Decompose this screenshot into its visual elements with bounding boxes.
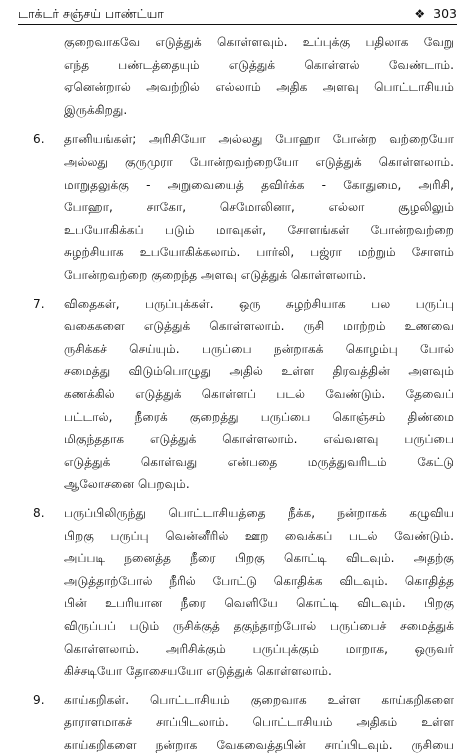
list-item-number: 9.: [33, 692, 45, 707]
list-item-number: 6.: [33, 132, 45, 147]
paragraph-line: குறைவாகவே எடுத்துக் கொள்ளவும். உப்புக்கு பதிலாக வேறு: [64, 35, 454, 49]
paragraph-line: எந்த பண்டத்தையும் எடுத்துக் கொள்ளல் வேண்டாம்.: [64, 57, 454, 72]
list-item-line: சுழற்சியாக உபயோகிக்கலாம். பார்லி, பஜ்ரா மற்றும் சோளம்: [64, 245, 454, 260]
list-item-line: விதைகள், பருப்புக்கள். ஒரு சுழற்சியாக பல பருப்பு: [64, 296, 454, 311]
list-item-line: எடுத்துக் கொள்வது என்பதை மருத்துவரிடம் கேட்டு: [64, 454, 454, 469]
list-item-line: தாராளமாகச் சாப்பிடலாம். பொட்டாசியம் அதிகம் உள்ள: [64, 715, 454, 730]
list-item-line: அப்படி நனைத்த நீரை பிறகு கொட்டி விடவும். அதற்கு: [64, 551, 454, 566]
list-item-line: போன்றவற்றை குறைந்த அளவு எடுத்துக் கொள்ளலாம்.: [64, 268, 367, 282]
list-item-number: 7.: [33, 296, 45, 311]
list-item-line: அல்லது குருமுரா போன்றவற்றையோ எடுத்துக் கொள்ளலாம்.: [64, 155, 454, 169]
ornament-icon: ❖: [414, 7, 426, 21]
list-item-line: காய்கறிகளை நன்றாக வேகவைத்தபின் சாப்பிடவும். ருசியை: [64, 738, 454, 752]
paragraph-line: இருக்கிறது.: [64, 102, 128, 117]
list-item-line: மாறுதலுக்கு - அறுவையைத் தவிர்க்க - கோதுமை, அரிசி,: [64, 177, 454, 192]
list-item-number: 8.: [33, 506, 45, 520]
list-item-line: போஹா, சாகோ, செமோலினா, எல்லா சூழலிலும்: [64, 200, 454, 215]
list-item-line: கிச்சடியோ தோசையயோ எடுத்துக் கொள்ளலாம்.: [64, 664, 332, 679]
list-item-line: தானியங்கள்; அரிசியோ அல்லது போஹா போன்ற வற்றையோ: [64, 132, 454, 147]
page-number-group: [414, 4, 457, 24]
list-item-line: பின் உபரியான நீரை வெளியே கொட்டி விடவும். பிறகு: [64, 596, 454, 611]
page-number: 303: [433, 6, 457, 21]
list-item-line: பட்டால், நீரைக் குறைத்து பருப்பை கொஞ்சம் திண்மை: [64, 409, 454, 424]
book-title: டாக்டர் சஞ்சய் பாண்ட்யா: [18, 6, 164, 21]
list-item-line: கணக்கில் எடுத்துக் கொள்ளப் படல் வேண்டும். தேவைப்: [64, 387, 454, 401]
list-item-line: விருப்பப் படும் ருசிக்குத் தகுந்தாற்போல் பருப்பைச் சமைத்துக்: [64, 619, 454, 633]
list-item-line: கொள்ளலாம். அரிசிக்கும் பருப்புக்கும் மாறாக, ஒருவர்: [64, 641, 454, 656]
list-item-line: ஆலோசனை பெறவும்.: [64, 477, 190, 492]
list-item-line: பிறகு பருப்பு வென்னீரில் ஊற வைக்கப் படல் வேண்டும்.: [64, 528, 454, 543]
list-item-line: உபயோகிக்கப் படும் மாவுகள், சோளங்கள் போன்றவற்றை: [64, 222, 454, 237]
list-item-line: அடுத்தாற்போல் நீரில் போட்டு கொதிக்க விடவும். கொதித்த: [64, 573, 454, 588]
paragraph-line: ஏனென்றால் அவற்றில் எல்லாம் அதிக அளவு பொட்டாசியம்: [64, 80, 454, 95]
list-item-line: பருப்பிலிருந்து பொட்டாசியத்தை நீக்க, நன்றாகக் கழுவிய: [64, 506, 454, 520]
list-item-line: காய்கறிகள். பொட்டாசியம் குறைவாக உள்ள காய்கறிகளை: [64, 692, 454, 707]
list-item-line: மிகுந்ததாக எடுத்துக் கொள்ளலாம். எவ்வளவு பருப்பை: [64, 432, 454, 447]
list-item-line: ருசிக்கச் செய்யும். பருப்பை நன்றாகக் கொழம்பு போல்: [64, 341, 454, 356]
list-item-line: சமைத்து விடும்பொழுது அதில் உள்ள திரவத்தின் அளவும்: [64, 364, 454, 379]
list-item-line: வகைகளை எடுத்துக் கொள்ளலாம். ருசி மாற்றம் உணவை: [64, 319, 454, 334]
running-header: [18, 4, 457, 25]
